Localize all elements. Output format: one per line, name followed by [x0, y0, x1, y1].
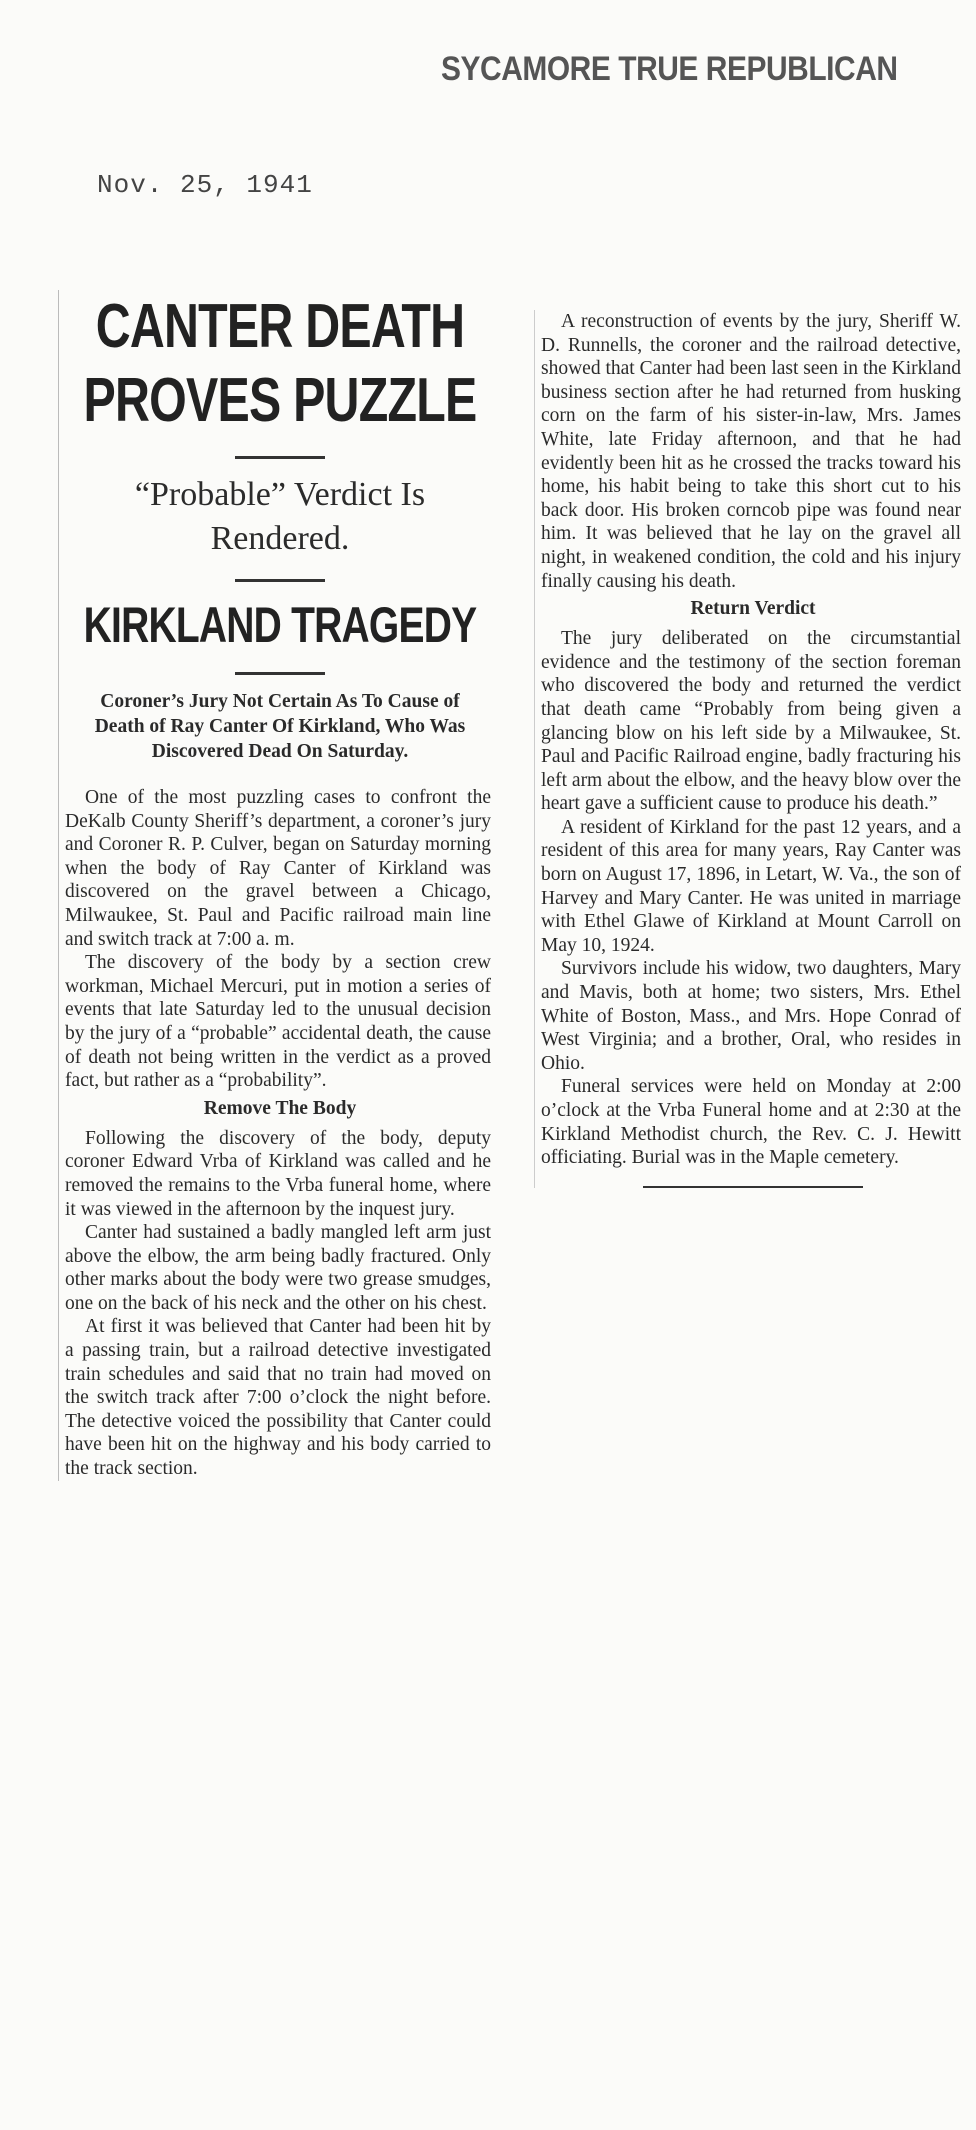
article-paragraph: Canter had sustained a badly mangled left arm just above the elbow, the arm being badly fractured. Only other marks about the body were two grease smudges, one on the back of his neck and the other on his chest. [65, 1222, 491, 1314]
deck-line-1: “Probable” Verdict Is [134, 476, 426, 513]
article-paragraph: The discovery of the body by a section crew workman, Michael Mercuri, put in motion a series of events that late Saturday led to the unusual decision by the jury of a “probable” accidental death, the cause of death not being written in the verdict as a proved fact, but rather as a “probability”. [65, 952, 491, 1092]
deck-line-2: Rendered. [210, 520, 350, 557]
section-heading-return-verdict: Return Verdict [690, 598, 816, 620]
article-paragraph: Following the discovery of the body, deputy coroner Edward Vrba of Kirkland was called and he removed the remains to the Vrba funeral home, where it was viewed in the afternoon by the inquest jury. [65, 1127, 491, 1220]
article-paragraph: At first it was believed that Canter had been hit by a passing train, but a railroad detective investigated train schedules and said that no train had moved on the switch track after 7:00 o’clock the night before. The detective voiced the possibility that Canter could have been hit on the highway and his body carried to the track section. [65, 1316, 491, 1480]
end-of-article-rule [643, 1186, 863, 1188]
article-paragraph: A reconstruction of events by the jury, Sheriff W. D. Runnells, the coroner and the railroad detective, showed that Canter had been last seen in the Kirkland business section after he had returned from husking corn on the farm of his sister-in-law, Mrs. James White, late Friday afternoon, and that he had evidently been hit as he crossed the tracks toward his home, his habit being to take this short cut to his back door. His broken corncob pipe was found near him. It was believed that he lay on the gravel all night, in weakened condition, the cold and his injury finally causing his death. [541, 311, 961, 592]
section-heading-remove-body: Remove The Body [203, 1097, 357, 1119]
divider [235, 579, 325, 582]
clipping-date: Nov. 25, 1941 [97, 170, 313, 200]
article-paragraph: Survivors include his widow, two daughters, Mary and Mavis, both at home; two sisters, Mrs. Ethel White of Boston, Mass., and Mrs. Hope Conrad of West Virginia; and a brother, Oral, who resides in Ohio. [541, 958, 961, 1074]
article-paragraph: One of the most puzzling cases to confront the DeKalb County Sheriff’s department, a coroner’s jury and Coroner R. P. Culver, began on Saturday morning when the body of Ray Canter of Kirkland was discovered on the gravel between a Chicago, Milwaukee, St. Paul and Pacific railroad main line and switch track at 7:00 a. m. [65, 787, 491, 950]
article-paragraph: A resident of Kirkland for the past 12 years, and a resident of this area for many years, Ray Canter was born on August 17, 1896, in Letart, W. Va., the son of Harvey and Mary Canter. He was united in marriage with Ethel Glawe of Kirkland at Mount Carroll on May 10, 1924. [541, 816, 961, 956]
newspaper-masthead: SYCAMORE TRUE REPUBLICAN [441, 50, 898, 88]
divider [235, 672, 325, 675]
headline-line-1: CANTER DEATH [95, 292, 465, 361]
divider [235, 456, 325, 459]
article-paragraph: The jury deliberated on the circumstantial evidence and the testimony of the section foreman who discovered the body and returned the verdict that death came “Probably from being given a glancing blow on his left side by a Milwaukee, St. Paul and Pacific Railroad engine, badly fracturing his left arm about the elbow, and the heavy blow over the heart gave a sufficient cause to produce his death.” [541, 628, 961, 815]
summary-deck: Coroner’s Jury Not Certain As To Cause of Death of Ray Canter Of Kirkland, Who Was Discovered Dead On Saturday. [94, 691, 466, 762]
headline-line-2: PROVES PUZZLE [83, 366, 477, 435]
article-right-column [534, 310, 965, 1188]
sub-headline: KIRKLAND TRAGEDY [83, 597, 477, 653]
article-left-column [58, 290, 495, 1481]
article-paragraph: Funeral services were held on Monday at 2:00 o’clock at the Vrba Funeral home and at 2:30 at the Kirkland Methodist church, the Rev. C. J. Hewitt officiating. Burial was in the Maple cemetery. [541, 1076, 961, 1169]
